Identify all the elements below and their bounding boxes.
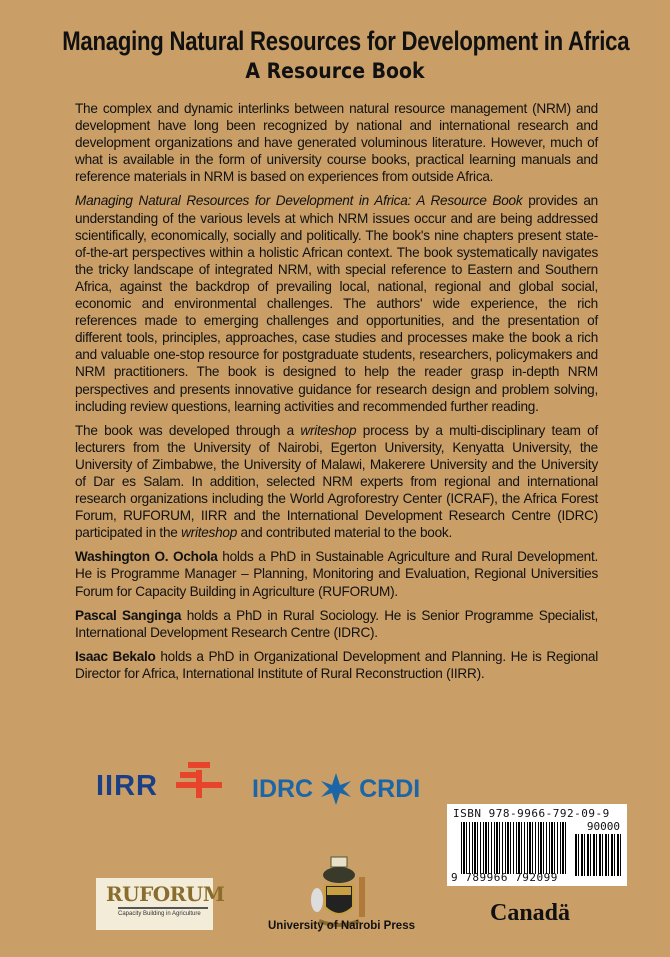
canada-wordmark: Canadä bbox=[490, 900, 571, 926]
author-bio bbox=[75, 607, 598, 641]
writeshop-italic: writeshop bbox=[181, 525, 238, 541]
ruforum-divider bbox=[118, 907, 208, 909]
university-crest-icon bbox=[305, 855, 373, 930]
ruforum-name: RUFORUM bbox=[106, 882, 225, 906]
ean-number: 9 789966 792099 bbox=[451, 871, 558, 884]
isbn-number: ISBN 978-9966-792-09-9 bbox=[453, 807, 610, 820]
ruforum-tagline: Capacity Building in Agriculture bbox=[118, 911, 201, 917]
crdi-text: CRDI bbox=[359, 774, 421, 803]
iirr-logo: IIRR bbox=[96, 770, 158, 802]
author-bio-text: holds a PhD in Rural Sociology. He is Senior Programme Specialist, International Development Research Centre (IDRC). bbox=[75, 607, 598, 640]
description-text: provides an understanding of the various levels at which NRM issues occur and are being addressed scientifically, economically, socially and politically. The book's nine chapters present state-of-the-art perspectives within a holistic African context. The book systematically navigates the tricky landscape of integrated NRM, with special reference to Eastern and Southern Africa, against the backdrop of prevailing local, national, regional and global social, economic and environmental challenges. The authors' wide experience, the rich references made to emerging challenges and opportunities, and the presentation of different tools, principles, approaches, case studies and processes make the book a rich and valuable one-stop resource for postgraduate students, researchers, policymakers and NRM practitioners. The book is designed to help the reader grasp in-depth NRM perspectives and presents innovative guidance for research design and problem solving, including review questions, learning activities and recommended further reading. bbox=[75, 193, 598, 414]
dev-text-c: and contributed material to the book. bbox=[237, 525, 452, 541]
paragraph-description bbox=[75, 192, 598, 414]
book-subtitle: A Resource Book bbox=[245, 59, 425, 83]
ruforum-logo bbox=[96, 878, 225, 930]
dev-text-b: process by a multi-disciplinary team of lecturers from the University of Nairobi, Egerton University, Kenyatta University, the University of Zimbabwe, the University of Malawi, Makerere University and the University of Dar es Salam. In addition, selected NRM experts from regional and international research organizations including the World Agroforestry Center (ICRAF), the Africa Forest Forum, RUFORUM, IIRR and the International Development Research Centre (IDRC) participated in the bbox=[75, 422, 598, 541]
publisher-name: University of Nairobi Press bbox=[268, 920, 415, 932]
author-bio-text: holds a PhD in Organizational Development and Planning. He is Regional Director for Africa, International Institute of Rural Reconstruction (IIRR). bbox=[75, 648, 598, 681]
addon-bars bbox=[575, 834, 621, 876]
author-name: Pascal Sanginga bbox=[75, 607, 182, 623]
book-title: Managing Natural Resources for Development in Africa bbox=[62, 26, 630, 56]
blurb bbox=[75, 100, 598, 689]
idrc-star-icon bbox=[319, 771, 353, 807]
author-bio-text: holds a PhD in Sustainable Agriculture and Rural Development. He is Programme Manager – Planning, Monitoring and Evaluation, Regional Universities Forum for Capacity Building in Agriculture (RUFORUM). bbox=[75, 549, 598, 599]
paragraph-development bbox=[75, 422, 598, 542]
idrc-text: IDRC bbox=[252, 774, 314, 803]
iirr-mark-icon bbox=[176, 762, 222, 798]
paragraph-intro: The complex and dynamic interlinks between natural resource management (NRM) and development have long been recognized by national and international research and development organizations and have generated voluminous literature. However, much of what is available in the form of university course books, practical learning manuals and reference materials in NRM is based on experiences from outside Africa. bbox=[75, 101, 598, 185]
idrc-logo bbox=[252, 771, 420, 807]
author-name: Washington O. Ochola bbox=[75, 549, 218, 565]
author-bio bbox=[75, 648, 598, 682]
isbn-barcode bbox=[447, 804, 627, 886]
price-addon: 90000 bbox=[586, 820, 620, 833]
dev-text-a: The book was developed through a bbox=[75, 422, 301, 438]
barcode-bars bbox=[461, 822, 567, 874]
author-bio bbox=[75, 548, 598, 599]
book-title-italic: Managing Natural Resources for Development in Africa: A Resource Book bbox=[75, 193, 523, 209]
cover-title-block bbox=[0, 26, 670, 84]
writeshop-italic: writeshop bbox=[300, 422, 357, 438]
author-name: Isaac Bekalo bbox=[75, 648, 156, 664]
